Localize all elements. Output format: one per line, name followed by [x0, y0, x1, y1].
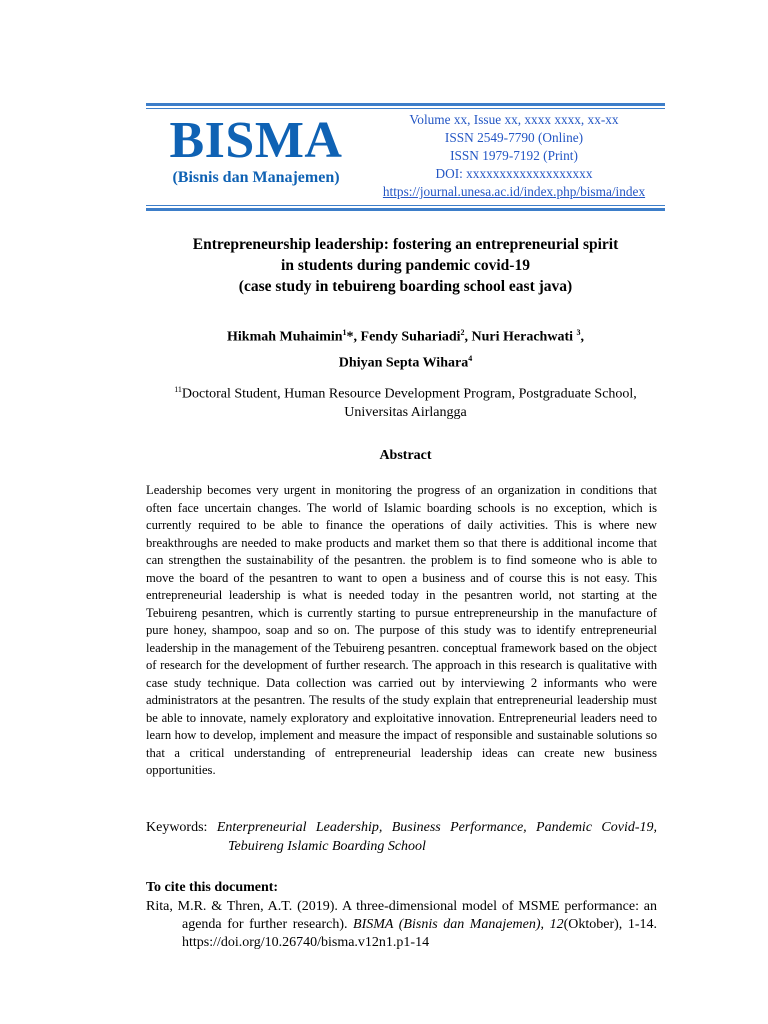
- header-rule-top-thick: [146, 103, 665, 106]
- author-sup: 1: [342, 328, 347, 337]
- keywords-separator: :: [203, 820, 217, 835]
- affiliation: [146, 381, 665, 422]
- author-separator: ,: [464, 329, 472, 345]
- author-separator: ,: [580, 329, 584, 345]
- citation-authors: Rita, M.R. & Thren, A.T. (2019). A three-dimensional model of MSME performance: an agenda for further research).: [146, 899, 657, 932]
- affiliation-line-2: Universitas Airlangga: [344, 404, 467, 420]
- header-rule-bottom-thin: [146, 205, 665, 206]
- author-name: Hikmah Muhaimin: [227, 329, 343, 345]
- title-line-2: in students during pandemic covid-19: [281, 257, 530, 274]
- title-line-1: Entrepreneurship leadership: fostering an entrepreneurial spirit: [192, 236, 619, 253]
- keywords-block: [146, 818, 657, 856]
- author-sup: 4: [468, 353, 473, 363]
- citation-rest: (Oktober), 1-14. https://doi.org/10.26740/bisma.v12n1.p1-14: [182, 917, 657, 950]
- header-rule-bottom-thick: [146, 208, 665, 211]
- author-sup: 2: [460, 328, 465, 337]
- journal-meta: [366, 111, 662, 201]
- issn-online: ISSN 2549-7790 (Online): [444, 130, 584, 145]
- citation-heading: To cite this document:: [146, 880, 279, 895]
- citation-journal: BISMA (Bisnis dan Manajemen): [353, 917, 541, 932]
- author-name: Nuri Herachwati: [471, 329, 577, 345]
- issn-print: ISSN 1979-7192 (Print): [450, 148, 578, 163]
- keywords-values: Enterpreneurial Leadership, Business Performance, Pandemic Covid-19, Tebuireng Islamic Boarding School: [216, 820, 657, 854]
- affiliation-line-1: Doctoral Student, Human Resource Development Program, Postgraduate School,: [181, 386, 637, 402]
- citation-volume: 12: [549, 917, 564, 932]
- citation-text: [146, 898, 657, 952]
- author-name: Dhiyan Septa Wihara: [338, 355, 469, 371]
- author-sup: 3: [576, 328, 581, 337]
- author-list: [146, 322, 665, 373]
- author-name: Fendy Suhariadi: [360, 329, 461, 345]
- keywords-label: Keywords: [146, 820, 204, 835]
- journal-subtitle: (Bisnis dan Manajemen): [172, 169, 340, 186]
- author-separator: *,: [346, 329, 361, 345]
- citation-comma: ,: [540, 917, 550, 932]
- abstract-text: Leadership becomes very urgent in monitoring the progress of an organization in conditions that often face uncertain changes. The world of Islamic boarding schools is no exception, which is currently required to be able to finance the operations of daily activities. This is where new breakthroughs are needed to make products and market them so that there is additional income that can strengthen the sustainability of the pesantren. the problem is to find someone who is able to move the board of the pesantren to want to open a business and of course this is not easy. This entrepreneurial leadership is what is needed today in the pesantren world, not starting at the Tebuireng pesantren, which is currently starting to pursue entrepreneurship in the manufacture of pure honey, shampoo, soap and so on. The purpose of this study was to identify entrepreneurial leadership in the management of the Tebuireng pesantren. conceptual framework based on the object of research for the development of further research. The approach in this research is qualitative with case study technique. Data collection was carried out by interviewing 2 informants who were administrators at the pesantren. The results of the study explain that entrepreneurial leadership must be able to innovate, namely exploratory and exploitative innovation. Entrepreneurial leaders need to learn how to develop, implement and measure the impact of responsible and sustainable solutions so that a critical understanding of entrepreneurial leadership ideas can create new business opportunities.: [146, 483, 657, 777]
- journal-name: BISMA: [169, 112, 343, 169]
- abstract-heading: Abstract: [379, 448, 432, 463]
- journal-url-link[interactable]: https://journal.unesa.ac.id/index.php/bisma/index: [382, 184, 646, 199]
- volume-line: Volume xx, Issue xx, xxxx xxxx, xx-xx: [409, 112, 619, 127]
- article-title: [146, 234, 665, 297]
- doi-line: DOI: xxxxxxxxxxxxxxxxxxx: [435, 166, 593, 181]
- affiliation-sup: 11: [174, 385, 182, 394]
- title-line-3: (case study in tebuireng boarding school east java): [238, 278, 573, 295]
